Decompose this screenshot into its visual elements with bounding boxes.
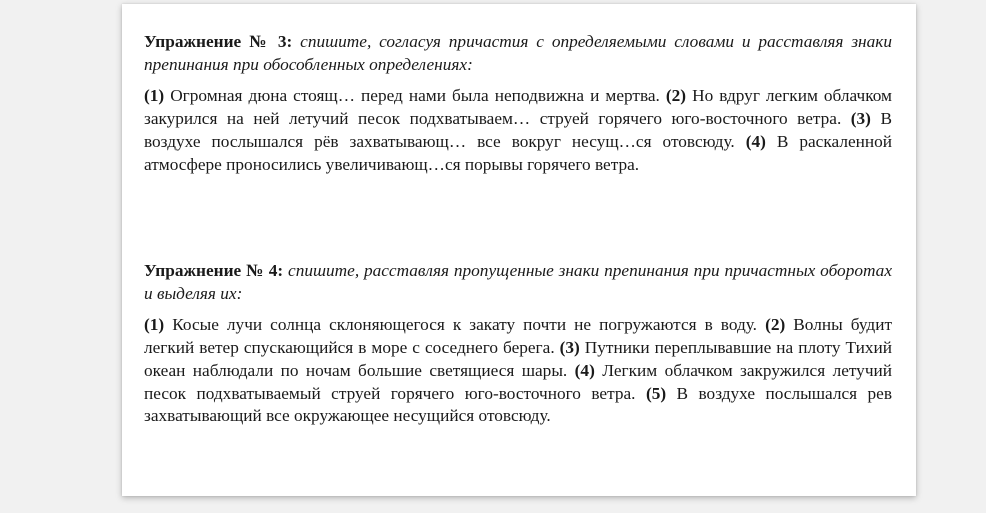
sentence-number: (4): [745, 131, 766, 151]
exercise-title: Упражнение № 3:: [144, 32, 293, 51]
sentence-text: Но вдруг легким облачком закурился на ней летучий песок подхватываем… струей горячего юго-восточного ветра.: [144, 86, 892, 129]
exercise-instruction: спишите, согласуя причастия с определяемыми словами и расставляя знаки препинания при обособленных определениях:: [144, 32, 892, 74]
sentence-number: (2): [665, 86, 687, 106]
sentence-text: Путники переплывавшие на плоту Тихий океан наблюдали по ночам большие светящиеся шары.: [144, 338, 892, 380]
sentence-text: В воздухе послышался рёв захватывающ… все вокруг несущ…ся отовсюду.: [144, 109, 892, 151]
exercise-3: [144, 31, 892, 176]
sentence-number: (1): [144, 86, 165, 106]
exercise-title: Упражнение № 4:: [144, 261, 284, 280]
sentence-text: Огромная дюна стоящ… перед нами была неподвижна и мертва.: [170, 86, 660, 106]
exercise-4: [144, 260, 892, 428]
sentence-number: (3): [850, 109, 871, 129]
exercise-text: [144, 314, 892, 428]
sentence-text: Волны будит легкий ветер спускающийся в море с соседнего берега.: [144, 315, 893, 358]
sentence-number: (5): [645, 383, 667, 403]
sentence-text: Косые лучи солнца склоняющегося к закату почти не погружаются в воду.: [172, 315, 758, 335]
sentence-number: (3): [559, 338, 580, 358]
sentence-number: (2): [765, 315, 786, 335]
sentence-number: (1): [144, 315, 165, 335]
exercise-header: [144, 31, 892, 76]
exercise-text: [144, 85, 892, 176]
sentence-number: (4): [574, 360, 595, 380]
sentence-text: В раскаленной атмосфере проносились увеличивающ…ся порывы горячего ветра.: [144, 131, 892, 174]
sentence-text: Легким облачком закружился летучий песок подхватываемый струей горячего юго-восточного ветра.: [144, 360, 893, 403]
sentence-text: В воздухе послышался рев захватывающий все окружающее несущийся отовсюду.: [144, 383, 892, 426]
exercise-instruction: спишите, расставляя пропущенные знаки препинания при причастных оборотах и выделяя их:: [144, 261, 892, 303]
exercise-header: [144, 260, 892, 305]
document-page: [122, 4, 916, 496]
